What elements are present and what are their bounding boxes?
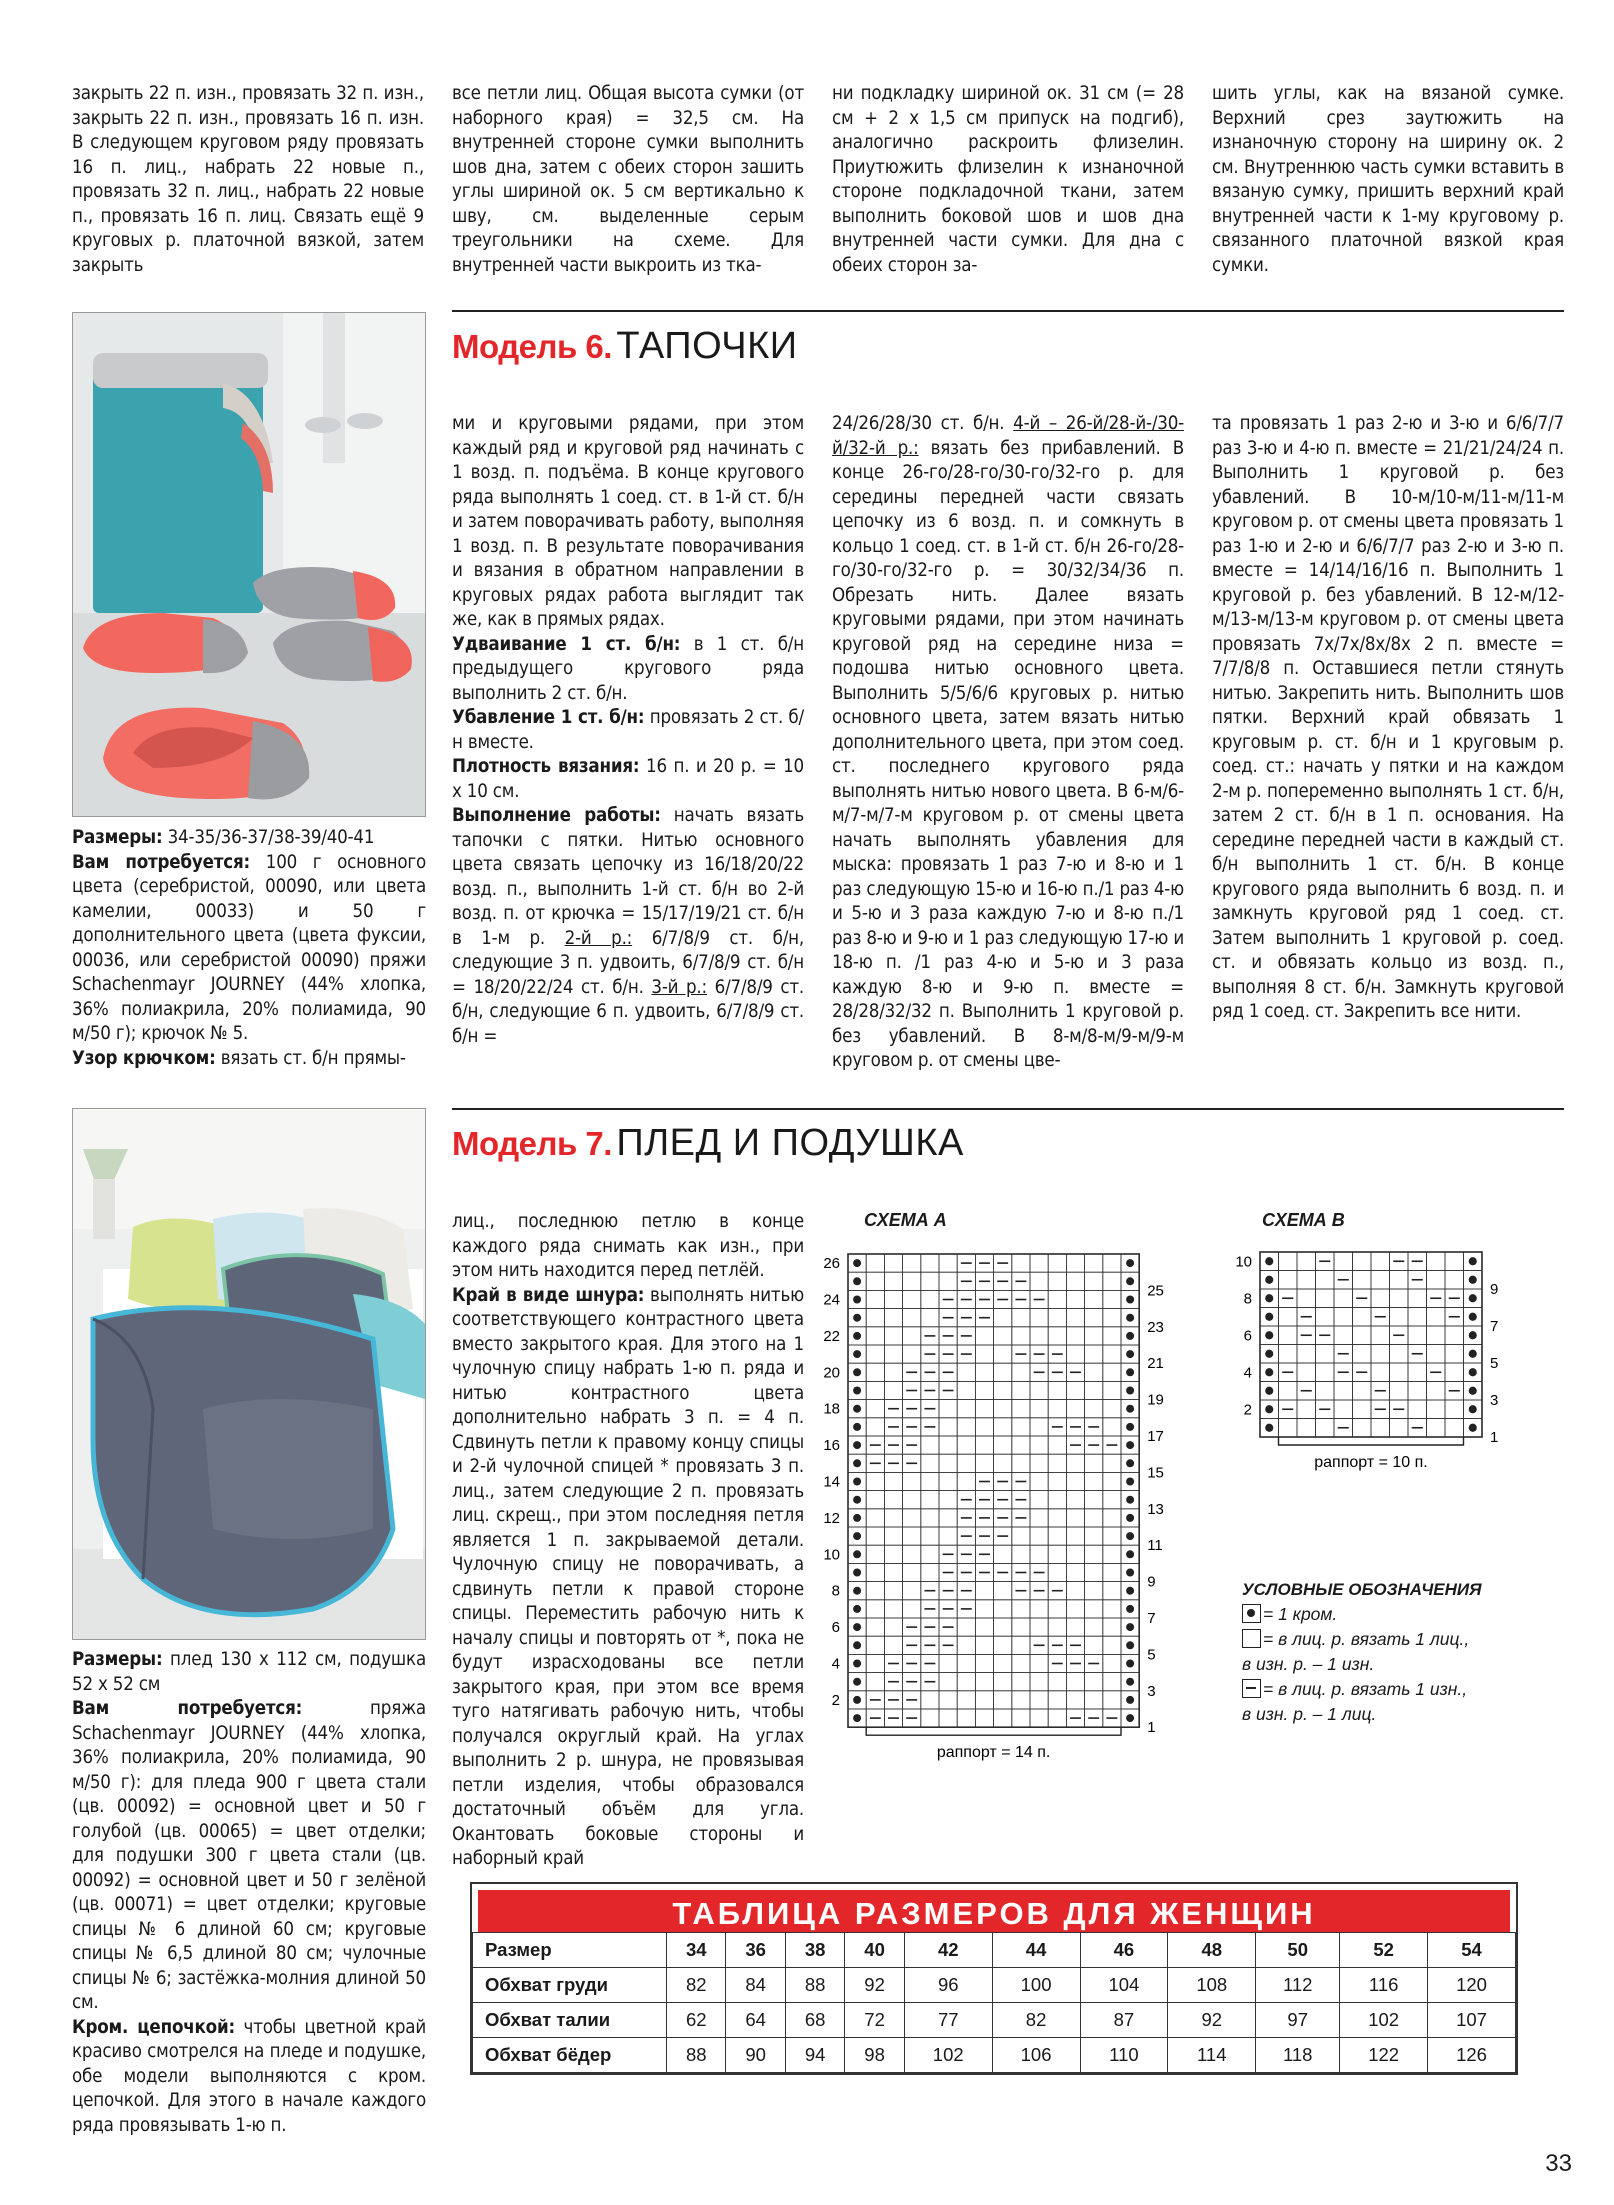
sizes-label: Размеры: <box>72 827 163 848</box>
chart-b-title: СХЕМА В <box>1262 1210 1345 1230</box>
edge-stitch-mark <box>1126 1441 1134 1449</box>
table-cell: 34 <box>667 1933 726 1968</box>
edge-stitch-mark <box>1469 1368 1477 1376</box>
edge-stitch-mark <box>853 1386 861 1394</box>
model-7-column-2 <box>452 1210 804 1872</box>
row-number-label: 6 <box>1243 1327 1252 1345</box>
edge-stitch-mark <box>1126 1350 1134 1358</box>
legend-item-purl <box>1242 1677 1572 1702</box>
edge-stitch-mark <box>853 1314 861 1322</box>
edge-stitch-mark <box>853 1714 861 1722</box>
table-cell: 98 <box>845 2038 904 2073</box>
row-number-label: 17 <box>1147 1428 1164 1445</box>
edge-stitch-mark <box>1126 1259 1134 1267</box>
edge-stitch-mark <box>1469 1257 1477 1265</box>
row-number-label: 22 <box>823 1327 840 1345</box>
row-number-label: 23 <box>1147 1318 1164 1336</box>
edge-stitch-mark <box>1469 1405 1477 1413</box>
need-label: Вам потребуется: <box>72 1698 303 1719</box>
legend-text-3a: = в лиц. р. вязать 1 изн., <box>1263 1679 1468 1699</box>
row-number-label: 6 <box>831 1619 840 1637</box>
row-number-label: 11 <box>1147 1537 1163 1555</box>
row-number-label: 16 <box>823 1437 840 1455</box>
row-number-label: 4 <box>1243 1364 1252 1382</box>
cord-label: Край в виде шнура: <box>452 1284 645 1306</box>
row-number-label: 15 <box>1147 1464 1164 1482</box>
edge-stitch-mark <box>853 1496 861 1504</box>
edge-stitch-mark <box>1265 1405 1273 1413</box>
decrease-label: Убавление 1 ст. б/н: <box>452 707 645 728</box>
edge-stitch-mark <box>853 1696 861 1704</box>
edge-label: Кром. цепочкой: <box>72 2016 235 2038</box>
edge-stitch-mark <box>1126 1532 1134 1540</box>
sizes-label: Размеры: <box>72 1649 163 1670</box>
table-cell: 82 <box>992 2003 1080 2038</box>
table-cell: 46 <box>1080 1933 1168 1968</box>
table-cell: 40 <box>845 1933 904 1968</box>
edge-stitch-mark <box>853 1477 861 1485</box>
repeat-bracket <box>1279 1437 1464 1445</box>
edge-stitch-mark <box>853 1568 861 1576</box>
table-row <box>473 1968 1516 2003</box>
row-label: Обхват талии <box>473 2003 667 2038</box>
size-table <box>470 1882 1518 2075</box>
row-number-label: 7 <box>1147 1610 1156 1627</box>
row-number-label: 13 <box>1147 1500 1164 1518</box>
edge-stitch-mark <box>1265 1276 1273 1284</box>
model-6-column-3 <box>832 412 1184 1074</box>
table-cell: 100 <box>992 1968 1080 2003</box>
edge-stitch-mark <box>853 1295 861 1303</box>
row-number-label: 9 <box>1490 1281 1499 1298</box>
edge-stitch-mark <box>1469 1387 1477 1395</box>
top-column-2: все петли лиц. Общая высота сумки (от наборного края) = 32,5 см. На внутренней стороне сумки выполнить шов дна, затем с обеих сторон зашить углы шириной ок. 5 см вертикально к шву, см. выделенные серым треугольники на схеме. Для внутренней части выкроить из тка- <box>452 83 804 276</box>
edge-stitch-mark <box>1126 1587 1134 1595</box>
chart-a-title: СХЕМА А <box>864 1210 947 1230</box>
table-cell: 42 <box>904 1933 992 1968</box>
sizes-value: плед 130 х 112 см, подушка 52 х 52 см <box>72 1649 426 1695</box>
edge-stitch-mark <box>1126 1568 1134 1576</box>
top-column-3: ни подкладку шириной ок. 31 см (= 28 см + 2 х 1,5 см припуск на подгиб), аналогично раскроить флизелин. Приутюжить флизелин к изнаночной стороне подкладочной ткани, затем выполнить боковой шов и шов дна внутренней части сумки. Для дна с обеих сторон за- <box>832 83 1184 276</box>
model-6-column-2 <box>452 412 804 1049</box>
table-cell: 48 <box>1168 1933 1256 1968</box>
edge-stitch-icon <box>1242 1604 1261 1623</box>
edge-stitch-mark <box>853 1641 861 1649</box>
table-cell: 94 <box>785 2038 844 2073</box>
chart-legend <box>1242 1577 1572 1727</box>
table-cell: 84 <box>726 1968 785 2003</box>
edge-stitch-mark <box>1126 1386 1134 1394</box>
sizes-value: 34-35/36-37/38-39/40-41 <box>162 827 375 848</box>
table-cell: 62 <box>667 2003 726 2038</box>
row-number-label: 1 <box>1147 1719 1156 1737</box>
col3-text: вязать без прибавлений. В конце 26-го/28-го/30-го/32-го р. для середины передней части связать цепочку из 6 возд. п. и сомкнуть в кольцо 1 соед. ст. в 1-й ст. б/н 26-го/28-го/30-го/32-го р. = 30/32/34/36 п. Обрезать нить. Далее вязать круговыми рядами, при этом начинать круговой ряд на середине низа = подошва нитью основного цвета. Выполнить 5/5/6/6 круговых р. нитью основного цвета, затем вязать нитью дополнительного цвета, при этом соед. ст. последнего кругового ряда выполнять нитью нового цвета. В 6-м/6-м/7-м/7-м круговом р. от смены цвета начать выполнять убавления для мыска: провязать 1 раз 7-ю и 8-ю и 1 раз следующую 15-ю и 16-ю п./1 раз 4-ю и 5-ю и 3 раза каждую 7-ю и 8-ю п./1 раз 8-ю и 9-ю и 1 раз следующую 17-ю и 18-ю п. /1 раз 4-ю и 5-ю и 3 раза каждую 8-ю и 9-ю п. вместе = 28/28/32/32 п. Выполнить 1 круговой р. без убавлений. В 8-м/8-м/9-м/9-м круговом р. от смены цве- <box>832 437 1185 1071</box>
model-6-materials <box>72 826 426 1071</box>
row-label: Обхват бёдер <box>473 2038 667 2073</box>
edge-stitch-mark <box>1126 1314 1134 1322</box>
row-number-label: 2 <box>1243 1401 1252 1419</box>
edge-stitch-mark <box>1126 1496 1134 1504</box>
repeat-label: раппорт = 14 п. <box>936 1744 1051 1762</box>
edge-stitch-mark <box>1126 1514 1134 1522</box>
edge-stitch-mark <box>1265 1424 1273 1432</box>
edge-text: чтобы цветной край красиво смотрелся на пледе и подушке, обе модели выполняются с кром. цепочкой. Для этого в начале каждого ряда провязывать 1-ю п. <box>72 2016 426 2136</box>
table-row <box>473 2003 1516 2038</box>
edge-stitch-mark <box>1126 1605 1134 1613</box>
row-number-label: 10 <box>823 1546 840 1564</box>
edge-stitch-mark <box>1126 1477 1134 1485</box>
top-column-4: шить углы, как на вязаной сумке. Верхний срез заутюжить на изнаночную сторону на ширину ок. 2 см. Внутреннюю часть сумки вставить в вязаную сумку, пришить верхний край внутренней части к 1-му круговому р. связанного платочной вязкой края сумки. <box>1212 83 1564 276</box>
col3-start: 24/26/28/30 ст. б/н. <box>832 413 1014 434</box>
edge-stitch-mark <box>1469 1350 1477 1358</box>
table-cell: 36 <box>726 1933 785 1968</box>
table-cell: 120 <box>1428 1968 1516 2003</box>
table-cell: 77 <box>904 2003 992 2038</box>
repeat-label: раппорт = 10 п. <box>1314 1454 1428 1471</box>
model-6-heading <box>452 325 798 368</box>
row-number-label: 26 <box>823 1255 840 1273</box>
slippers-photo <box>72 312 426 817</box>
table-cell: 88 <box>785 1968 844 2003</box>
row-number-label: 20 <box>823 1364 840 1382</box>
table-cell: 72 <box>845 2003 904 2038</box>
row-number-label: 24 <box>823 1291 840 1309</box>
table-cell: 44 <box>992 1933 1080 1968</box>
edge-stitch-mark <box>1265 1368 1273 1376</box>
need-label: Вам потребуется: <box>72 851 251 873</box>
pattern-label: Узор крючком: <box>72 1047 216 1069</box>
table-cell: 112 <box>1256 1968 1340 2003</box>
table-cell: 114 <box>1168 2038 1256 2073</box>
gauge-label: Плотность вязания: <box>452 756 640 777</box>
model-6-title: ТАПОЧКИ <box>616 325 798 367</box>
row-number-label: 21 <box>1147 1355 1164 1373</box>
section-rule <box>452 310 1564 312</box>
row-number-label: 18 <box>823 1400 840 1418</box>
need-value: 100 г основного цвета (серебристой, 00090, или цвета камелии, 00033) и 50 г дополнительного цвета (цвета фуксии, 00036, или серебристой 00090) пряжи Schachenmayr JOURNEY (44% хлопка, 36% полиакрила, 20% полиамида, 90 м/50 г); крючок № 5. <box>72 851 426 1044</box>
edge-stitch-mark <box>1469 1276 1477 1284</box>
edge-stitch-mark <box>1126 1423 1134 1431</box>
row-label: Размер <box>473 1933 667 1968</box>
model-7-materials <box>72 1648 426 2138</box>
edge-stitch-mark <box>1126 1459 1134 1467</box>
legend-item-edge <box>1242 1602 1572 1627</box>
increase-text: в 1 ст. б/н предыдущего кругового ряда выполнить 2 ст. б/н. <box>452 633 804 704</box>
slippers-illustration <box>73 313 426 817</box>
edge-stitch-mark <box>1126 1295 1134 1303</box>
legend-text-3b: в изн. р. – 1 лиц. <box>1242 1704 1377 1724</box>
edge-stitch-mark <box>1265 1387 1273 1395</box>
increase-label: Удваивание 1 ст. б/н: <box>452 633 681 655</box>
row-number-label: 8 <box>831 1582 840 1600</box>
row-number-label: 3 <box>1147 1682 1156 1700</box>
cord-text: выполнять нитью соответствующего контрастного цвета вместо закрытого края. Для этого на 1 чулочную спицу набрать 1-ю п. ряда и нитью контрастного цвета дополнительно набрать 3 п. = 4 п. Сдвинуть петли к правому концу спицы и 2-й чулочной спицей * провязать 3 п. лиц., затем следующие 2 п. провязать лиц. скрещ., при этом последняя петля является 1 п. закрываемой детали. Чулочную спицу не поворачивать, а сдвинуть петли к правой стороне спицы. Переместить рабочую нить к началу спицы и повторять от *, пока не будут израсходованы все петли закрытого края, при этом все время туго натягивать рабочую нить, чтобы получался округлый край. На углах выполнить 2 р. шнура, не провязывая петли изделия, чтобы образовался достаточный объём для угла. Окантовать боковые стороны и наборный край <box>452 1284 805 1869</box>
edge-stitch-mark <box>1126 1696 1134 1704</box>
table-cell: 82 <box>667 1968 726 2003</box>
row-number-label: 5 <box>1147 1646 1156 1664</box>
row-number-label: 8 <box>1243 1290 1252 1308</box>
edge-stitch-mark <box>853 1441 861 1449</box>
table-cell: 92 <box>1168 2003 1256 2038</box>
row-2-label: 2-й р.: <box>564 927 633 949</box>
blanket-illustration <box>73 1109 426 1640</box>
row-number-label: 25 <box>1147 1282 1164 1300</box>
row-number-label: 19 <box>1147 1391 1164 1409</box>
edge-stitch-mark <box>853 1550 861 1558</box>
top-column-1: закрыть 22 п. изн., провязать 32 п. изн., закрыть 22 п. изн., провязать 16 п. изн. В следующем круговом ряду провязать 16 п. лиц., набрать 22 новые п., провязать 32 п. лиц., набрать 22 новые п., провязать 16 п. лиц. Связать ещё 9 круговых р. платочной вязкой, затем закрыть <box>72 83 424 276</box>
edge-stitch-mark <box>853 1459 861 1467</box>
table-cell: 107 <box>1428 2003 1516 2038</box>
row-number-label: 4 <box>831 1655 840 1673</box>
row-number-label: 7 <box>1490 1318 1499 1335</box>
edge-stitch-mark <box>853 1605 861 1613</box>
section-rule <box>452 1108 1564 1110</box>
row-number-label: 14 <box>823 1473 840 1491</box>
size-table-grid <box>472 1932 1516 2073</box>
edge-stitch-mark <box>1126 1550 1134 1558</box>
page-number: 33 <box>1545 2150 1572 2177</box>
edge-stitch-mark <box>1126 1659 1134 1667</box>
work-text-3: 6/7/8/9 ст. б/н, следующие 6 п. удвоить, 6/7/8/9 ст. б/н = <box>452 976 805 1047</box>
purl-stitch-icon <box>1242 1679 1261 1698</box>
model-7-label: Модель 7. <box>452 1125 612 1162</box>
row-number-label: 5 <box>1490 1355 1499 1372</box>
edge-stitch-mark <box>853 1623 861 1631</box>
table-cell: 126 <box>1428 2038 1516 2073</box>
blanket-photo <box>72 1108 426 1640</box>
table-cell: 92 <box>845 1968 904 2003</box>
edge-stitch-mark <box>1126 1405 1134 1413</box>
table-cell: 87 <box>1080 2003 1168 2038</box>
edge-stitch-mark <box>853 1514 861 1522</box>
legend-text-1: = 1 кром. <box>1263 1604 1338 1624</box>
table-cell: 52 <box>1340 1933 1428 1968</box>
row-3-label: 3-й р.: <box>651 976 707 998</box>
table-cell: 97 <box>1256 2003 1340 2038</box>
decrease-text: провязать 2 ст. б/н вместе. <box>452 707 804 753</box>
edge-stitch-mark <box>1126 1623 1134 1631</box>
work-text: начать вязать тапочки с пятки. Нитью основного цвета связать цепочку из 16/18/20/22 возд. п., выполнить 1-й ст. б/н во 2-й возд. п. от крючка = 15/17/19/21 ст. б/н в 1-м р. <box>452 805 805 949</box>
edge-stitch-mark <box>853 1277 861 1285</box>
edge-stitch-mark <box>853 1332 861 1340</box>
repeat-bracket <box>866 1727 1121 1735</box>
gauge-text: 16 п. и 20 р. = 10 х 10 см. <box>452 756 804 802</box>
chart-a <box>818 1234 1198 1784</box>
table-cell: 38 <box>785 1933 844 1968</box>
edge-stitch-mark <box>1469 1331 1477 1339</box>
row-number-label: 2 <box>831 1691 840 1709</box>
edge-stitch-mark <box>853 1259 861 1267</box>
table-cell: 108 <box>1168 1968 1256 2003</box>
table-cell: 54 <box>1428 1933 1516 1968</box>
table-row <box>473 2038 1516 2073</box>
table-cell: 96 <box>904 1968 992 2003</box>
legend-text-2b: в изн. р. – 1 изн. <box>1242 1654 1375 1674</box>
edge-stitch-mark <box>853 1350 861 1358</box>
edge-stitch-mark <box>1126 1714 1134 1722</box>
row-number-label: 12 <box>823 1509 840 1527</box>
model-6-column-4: та провязать 1 раз 2-ю и 3-ю и 6/6/7/7 раз 3-ю и 4-ю п. вместе = 21/21/24/24 п. Выполнить 1 круговой р. без убавлений. В 10-м/10-м/11-м/11-м круговом р. от смены цвета провязать 1 раз 1-ю и 2-ю и 6/6/7/7 раз 2-ю и 3-ю п. вместе = 14/14/16/16 п. Выполнить 1 круговой р. без убавлений. В 12-м/12-м/13-м/13-м круговом р. от смены цвета провязать 7х/7х/8х/8х 2 п. вместе = 7/7/8/8 п. Оставшиеся петли стянуть нитью. Закрепить нить. Выполнить шов пятки. Верхний край обвязать 1 круговым р. ст. б/н и 1 круговым р. соед. ст.: начать у пятки и на каждом 2-м р. попеременно выполнять 1 ст. б/н, затем 2 ст. б/н в 1 п. основания. На середине передней части в каждый ст. б/н выполнить 1 ст. б/н. В конце кругового ряда выполнить 6 возд. п. и замкнуть круговой ряд 1 соед. ст. Затем выполнить 1 круговой р. соед. ст. и обвязать кольцо из возд. п., выполняя 8 ст. б/н. Замкнуть круговой ряд 1 соед. ст. Закрепить все нити. <box>1212 413 1564 1022</box>
model-7-title: ПЛЕД И ПОДУШКА <box>616 1122 964 1164</box>
edge-stitch-mark <box>1126 1641 1134 1649</box>
legend-item-knit <box>1242 1627 1572 1652</box>
model-6-label: Модель 6. <box>452 328 612 365</box>
edge-stitch-mark <box>1265 1313 1273 1321</box>
edge-stitch-mark <box>1469 1313 1477 1321</box>
edge-stitch-mark <box>1265 1350 1273 1358</box>
table-cell: 106 <box>992 2038 1080 2073</box>
pattern-value: вязать ст. б/н прямы- <box>215 1047 406 1069</box>
edge-stitch-mark <box>853 1405 861 1413</box>
edge-stitch-mark <box>1265 1257 1273 1265</box>
legend-text-2a: = в лиц. р. вязать 1 лиц., <box>1263 1629 1470 1649</box>
chart-b <box>1218 1244 1538 1484</box>
crochet-rows-text: ми и круговыми рядами, при этом каждый ряд и круговой ряд начинать с 1 возд. п. подъёма. В конце кругового ряда выполнять 1 соед. ст. в 1-й ст. б/н и затем поворачивать работу, выполняя 1 возд. п. В результате поворачивания и вязания в обратном направлении в круговых рядах работа выглядит так же, как в прямых рядах. <box>452 413 804 630</box>
table-cell: 110 <box>1080 2038 1168 2073</box>
edge-text-cont: лиц., последнюю петлю в конце каждого ряда снимать как изн., при этом нить находится перед петлёй. <box>452 1211 804 1281</box>
edge-stitch-mark <box>1126 1678 1134 1686</box>
edge-stitch-mark <box>1265 1294 1273 1302</box>
table-cell: 116 <box>1340 1968 1428 2003</box>
table-cell: 90 <box>726 2038 785 2073</box>
work-label: Выполнение работы: <box>452 805 661 826</box>
table-cell: 102 <box>904 2038 992 2073</box>
table-cell: 88 <box>667 2038 726 2073</box>
work-text-2: 6/7/8/9 ст. б/н, следующие 3 п. удвоить, 6/7/8/9 ст. б/н = 18/20/22/24 ст. б/н. <box>452 927 804 998</box>
edge-stitch-mark <box>853 1532 861 1540</box>
table-cell: 50 <box>1256 1933 1340 1968</box>
row-number-label: 9 <box>1147 1573 1156 1591</box>
edge-stitch-mark <box>1469 1294 1477 1302</box>
edge-stitch-mark <box>853 1659 861 1667</box>
table-cell: 104 <box>1080 1968 1168 2003</box>
need-value: пряжа Schachenmayr JOURNEY (44% хлопка, 36% полиакрила, 20% полиамида, 90 м/50 г): для пледа 900 г цвета стали (цв. 00092) = основной цвет и 50 г голубой (цв. 00065) = цвет отделки; для подушки 300 г цвета стали (цв. 00092) = основной цвет и 50 г зелёной (цв. 00071) = цвет отделки; круговые спицы № 6 длиной 60 см; круговые спицы № 6,5 длиной 80 см; чулочные спицы № 6; застёжка-молния длиной 50 см. <box>72 1698 426 2013</box>
edge-stitch-mark <box>1126 1368 1134 1376</box>
table-cell: 68 <box>785 2003 844 2038</box>
row-number-label: 1 <box>1490 1429 1499 1446</box>
edge-stitch-mark <box>1469 1424 1477 1432</box>
table-cell: 64 <box>726 2003 785 2038</box>
edge-stitch-mark <box>1265 1331 1273 1339</box>
edge-stitch-mark <box>1126 1332 1134 1340</box>
edge-stitch-mark <box>853 1587 861 1595</box>
model-7-heading <box>452 1122 964 1165</box>
edge-stitch-mark <box>853 1368 861 1376</box>
table-cell: 118 <box>1256 2038 1340 2073</box>
table-cell: 122 <box>1340 2038 1428 2073</box>
row-number-label: 3 <box>1490 1392 1499 1409</box>
row-number-label: 10 <box>1235 1253 1252 1271</box>
edge-stitch-mark <box>853 1423 861 1431</box>
table-cell: 102 <box>1340 2003 1428 2038</box>
row-label: Обхват груди <box>473 1968 667 2003</box>
edge-stitch-mark <box>1126 1277 1134 1285</box>
edge-stitch-mark <box>853 1678 861 1686</box>
legend-heading: УСЛОВНЫЕ ОБОЗНАЧЕНИЯ <box>1242 1580 1482 1599</box>
knit-stitch-icon <box>1242 1629 1261 1648</box>
rows-4-26-label: 4-й – 26-й/28-й-/30-й/32-й р.: <box>832 413 1184 459</box>
size-table-title: ТАБЛИЦА РАЗМЕРОВ ДЛЯ ЖЕНЩИН <box>472 1884 1516 1932</box>
